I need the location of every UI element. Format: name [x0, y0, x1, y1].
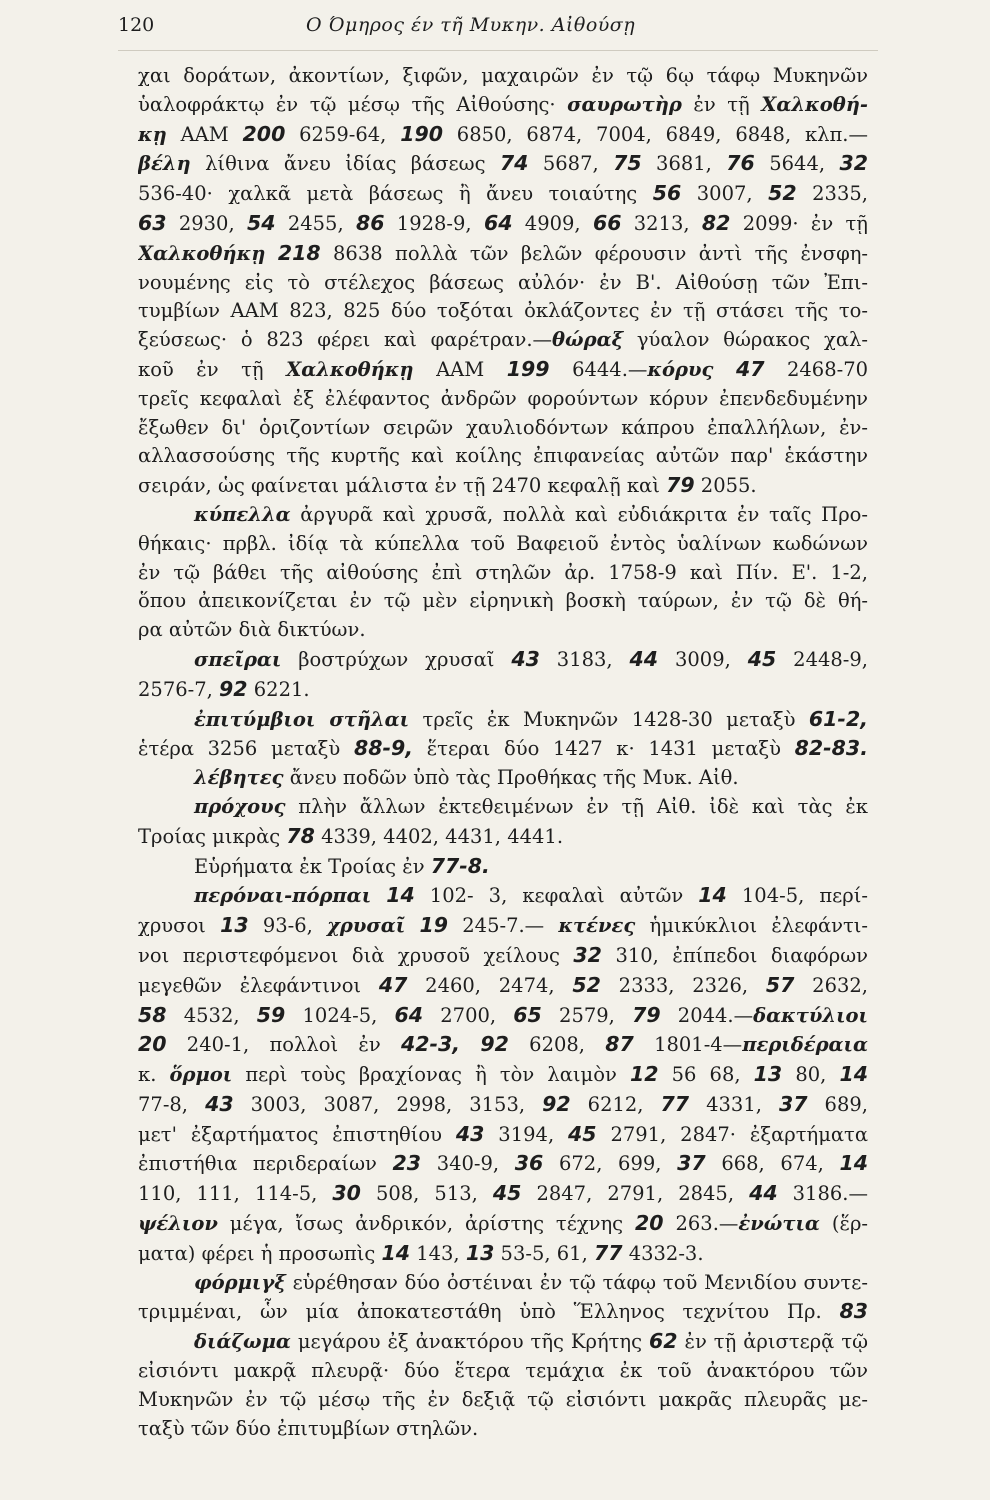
- text-run: 2847, 2791, 2845,: [521, 1182, 750, 1206]
- text-line: [138, 209, 868, 239]
- text-run: ἡμικύκλιοι ἐλεφάντι-: [635, 914, 868, 938]
- bold-term: Χαλκοθήκῃ: [138, 241, 266, 265]
- text-run: 668, 674,: [705, 1152, 840, 1176]
- reference-number: 92: [542, 1091, 571, 1116]
- bold-term: περόναι-πόρπαι: [194, 884, 372, 908]
- text-run: ἐπιστήθια περιδεραίων: [138, 1152, 393, 1176]
- text-line: [138, 297, 868, 326]
- bold-term: ὅρμοι: [169, 1063, 233, 1087]
- text-run: ἔξωθεν δι' ὁριζοντίων σειρῶν χαυλιοδόντων κάπρου ἐπαλλήλων, ἐν-: [138, 415, 868, 439]
- text-run: (ἕρ-: [819, 1212, 868, 1236]
- reference-number: 62: [649, 1329, 678, 1354]
- reference-number: 23: [392, 1151, 422, 1176]
- reference-number: 54: [246, 210, 276, 235]
- running-head: Ο Όμηρος έν τῆ Μυκην. Αἰθούσῃ: [306, 14, 636, 36]
- text-run: 2455,: [275, 211, 356, 235]
- text-run: ΑΑΜ: [166, 122, 243, 146]
- text-line: [138, 385, 868, 414]
- text-line: [138, 645, 868, 675]
- bold-term: κύπελλα: [194, 502, 291, 526]
- text-run: 6212,: [570, 1092, 661, 1116]
- text-line: [138, 734, 868, 764]
- bold-term: λέβητες: [194, 766, 284, 790]
- text-line: [138, 1030, 868, 1060]
- text-run: νοι περιστεφόμενοι διὰ χρυσοῦ χείλους: [138, 943, 574, 967]
- reference-number: 75: [613, 151, 642, 176]
- text-line: [138, 1297, 868, 1327]
- text-run: 2044.—: [660, 1003, 754, 1027]
- text-run: τριμμέναι, ὧν μία ἀποκατεστάθη ὑπὸ Ἕλληνος τεχνίτου Πρ.: [138, 1300, 840, 1324]
- reference-number: 45: [747, 646, 777, 671]
- text-run: ὑαλοφράκτῳ ἐν τῷ μέσῳ τῆς Αἰθούσης·: [138, 92, 568, 116]
- text-run: 56 68,: [658, 1063, 754, 1087]
- text-run: θήκαις· πρβλ. ἰδίᾳ τὰ κύπελλα τοῦ Βαφειοῦ ἐντὸς ὑαλίνων κωδώνων: [138, 531, 868, 555]
- text-run: αλλασσούσης τῆς κυρτῆς καὶ κοίλης ἐπιφανείας αὐτῶν παρ' ἑκάστην: [138, 444, 868, 468]
- text-line: [138, 1149, 868, 1179]
- text-run: 2460, 2474,: [407, 973, 573, 997]
- text-run: 340-9,: [421, 1152, 515, 1176]
- text-run: τρεῖς ἐκ Μυκηνῶν 1428-30 μεταξὺ: [409, 707, 809, 731]
- reference-number: 52: [572, 972, 601, 997]
- text-run: 8638 πολλὰ τῶν βελῶν φέρουσιν ἀντὶ τῆς ἐνσφη-: [320, 241, 868, 265]
- text-run: 2632,: [794, 973, 868, 997]
- text-run: ὅπου ἀπεικονίζεται ἐν τῷ μὲν εἰρηνικὴ βοσκὴ ταύρων, ἐν τῷ δὲ θή-: [138, 589, 868, 613]
- bold-term: διάζωμα: [194, 1330, 291, 1354]
- text-line: [138, 1179, 868, 1209]
- bold-term: ἐπιτύμβιοι στῆλαι: [194, 707, 410, 731]
- text-run: 6850, 6874, 7004, 6849, 6848, κλπ.—: [442, 122, 868, 146]
- reference-number: 47: [378, 972, 408, 997]
- text-run: [713, 358, 736, 381]
- text-line: [138, 616, 868, 645]
- reference-number: 13: [220, 913, 249, 938]
- text-run: 3186.—: [777, 1182, 868, 1206]
- text-line: [138, 1060, 868, 1090]
- text-run: 3003, 3087, 2998, 3153,: [233, 1092, 543, 1116]
- reference-number: 36: [514, 1151, 544, 1176]
- text-run: 689,: [807, 1092, 868, 1116]
- text-run: ρα αὐτῶν διὰ δικτύων.: [138, 618, 366, 642]
- text-line: [138, 1120, 868, 1150]
- text-run: 310, ἐπίπεδοι διαφόρων: [601, 943, 868, 967]
- text-line: [138, 764, 868, 793]
- text-run: γύαλον θώρακος χαλ-: [623, 328, 868, 352]
- text-run: 1928-9,: [384, 211, 484, 235]
- text-line: [138, 852, 868, 882]
- text-line: [138, 442, 868, 471]
- reference-number: 13: [465, 1240, 495, 1265]
- reference-number: 44: [629, 646, 659, 671]
- reference-number: 74: [499, 151, 529, 176]
- bold-term: κτένες: [558, 914, 636, 938]
- reference-number: 82-83.: [794, 736, 868, 761]
- text-run: 6259-64,: [285, 122, 401, 146]
- text-line: [138, 239, 868, 269]
- text-run: εἰσιόντι μακρᾷ πλευρᾷ· δύο ἕτερα τεμάχια ἐκ τοῦ ἀνακτόρου τῶν: [138, 1359, 868, 1383]
- text-run: 240-1, πολλοὶ ἐν: [166, 1033, 401, 1057]
- text-line: [138, 91, 868, 120]
- reference-number: 14: [839, 1151, 868, 1176]
- text-line: [138, 326, 868, 355]
- text-run: 2930,: [166, 211, 247, 235]
- text-run: 3007,: [681, 182, 769, 206]
- text-run: 80,: [782, 1063, 840, 1087]
- text-run: 4532,: [166, 1003, 257, 1027]
- text-line: [138, 471, 868, 501]
- text-line: [138, 269, 868, 298]
- reference-number: 32: [573, 942, 602, 967]
- text-run: τυμβίων ΑΑΜ 823, 825 δύο τοξόται ὀκλάζοντες ἐν τῇ στάσει τῆς το-: [138, 299, 868, 323]
- text-run: 1024-5,: [285, 1003, 395, 1027]
- text-run: πλὴν ἄλλων ἐκτεθειμένων ἐν τῇ Αἰθ. ἰδὲ καὶ τὰς ἐκ: [285, 794, 868, 818]
- text-run: μεγεθῶν ἐλεφάντινοι: [138, 973, 379, 997]
- text-run: περὶ τοὺς βραχίονας ἢ τὸν λαιμὸν: [232, 1063, 630, 1087]
- text-run: 1801-4—: [633, 1033, 743, 1057]
- header-rule: [118, 50, 878, 51]
- text-line: [138, 587, 868, 616]
- text-run: 53-5, 61,: [494, 1241, 594, 1265]
- bold-term: ἐνώτια: [738, 1212, 820, 1236]
- text-run: 6221.: [247, 677, 310, 701]
- reference-number: 190: [400, 121, 443, 146]
- text-line: [138, 559, 868, 588]
- reference-number: 86: [355, 210, 385, 235]
- reference-number: 88-9,: [353, 736, 414, 761]
- text-line: [138, 1209, 868, 1239]
- text-run: 93-6,: [248, 914, 328, 938]
- text-line: [138, 355, 868, 385]
- reference-number: 64: [394, 1002, 424, 1027]
- text-line: [138, 881, 868, 911]
- text-run: 2700,: [423, 1003, 514, 1027]
- text-run: 4909,: [512, 211, 593, 235]
- reference-number: 78: [286, 823, 315, 848]
- reference-number: 13: [753, 1062, 783, 1087]
- text-line: [138, 1001, 868, 1031]
- reference-number: 30: [332, 1181, 361, 1206]
- text-run: μετ' ἐξαρτήματος ἐπιστηθίου: [138, 1122, 456, 1146]
- text-run: Εὑρήματα ἐκ Τροίας ἐν: [194, 854, 431, 878]
- text-line: [138, 1269, 868, 1298]
- reference-number: 12: [629, 1062, 659, 1087]
- text-line: [138, 911, 868, 941]
- bold-term: πρόχους: [194, 794, 286, 818]
- text-run: ματα) φέρει ἡ προσωπὶς: [138, 1241, 382, 1265]
- reference-number: 92: [219, 676, 248, 701]
- text-line: [138, 530, 868, 559]
- text-run: σειράν, ὡς φαίνεται μάλιστα ἐν τῇ 2470 κεφαλῇ καὶ: [138, 474, 667, 498]
- reference-number: 63: [138, 210, 167, 235]
- reference-number: 43: [511, 646, 540, 671]
- text-run: 77-8,: [138, 1092, 206, 1116]
- text-run: [265, 242, 277, 265]
- text-run: 6208,: [508, 1033, 606, 1057]
- text-run: 2448-9,: [776, 647, 868, 671]
- text-run: 672, 699,: [543, 1152, 678, 1176]
- reference-number: 79: [666, 473, 695, 498]
- text-run: 3681,: [641, 152, 727, 176]
- text-line: [138, 149, 868, 179]
- text-line: [138, 971, 868, 1001]
- text-run: ΑΑΜ: [413, 357, 507, 381]
- reference-number: 58: [138, 1002, 167, 1027]
- text-run: χαι δοράτων, ἀκοντίων, ξιφῶν, μαχαιρῶν ἐν τῷ 6ῳ τάφῳ Μυκηνῶν: [138, 64, 868, 87]
- text-run: Τροίας μικρὰς: [138, 824, 287, 848]
- bold-term: Χαλκοθή-: [761, 92, 868, 116]
- text-run: [460, 1033, 480, 1056]
- reference-number: 32: [839, 151, 868, 176]
- reference-number: 77-8.: [430, 853, 490, 878]
- reference-number: 37: [778, 1091, 808, 1116]
- text-run: 143,: [410, 1241, 466, 1265]
- reference-number: 83: [839, 1299, 868, 1324]
- text-run: 6444.—: [549, 357, 648, 381]
- text-run: τρεῖς κεφαλαὶ ἐξ ἐλέφαντος ἀνδρῶν φορούντων κόρυν ἐπενδεδυμένην: [138, 386, 868, 410]
- reference-number: 76: [726, 151, 755, 176]
- text-run: 2335,: [796, 182, 868, 206]
- text-run: 245-7.—: [448, 914, 559, 938]
- bold-term: σπεῖραι: [194, 647, 282, 671]
- text-run: 5644,: [754, 152, 840, 176]
- reference-number: 218: [277, 240, 321, 265]
- text-run: 4339, 4402, 4431, 4441.: [314, 824, 564, 848]
- text-run: ἐν τῇ ἀριστερᾷ τῷ: [677, 1330, 868, 1354]
- page-number: 120: [118, 14, 155, 36]
- reference-number: 92: [480, 1032, 509, 1057]
- text-run: Μυκηνῶν ἐν τῷ μέσῳ τῆς ἐν δεξιᾷ τῷ εἰσιόντι μακρᾶς πλευρᾶς με-: [138, 1387, 868, 1411]
- bold-term: ψέλιον: [138, 1212, 218, 1236]
- text-run: 102- 3, κεφαλαὶ αὐτῶν: [414, 884, 699, 908]
- reference-number: 14: [698, 883, 727, 908]
- text-line: [138, 1090, 868, 1120]
- text-line: [138, 675, 868, 705]
- page-header: [118, 14, 878, 44]
- reference-number: 82: [701, 210, 731, 235]
- text-run: εὑρέθησαν δύο ὀστέιναι ἐν τῷ τάφῳ τοῦ Μενιδίου συντε-: [285, 1270, 868, 1294]
- text-line: [138, 822, 868, 852]
- text-line: [138, 941, 868, 971]
- text-run: 2468-70: [764, 357, 868, 381]
- text-run: 4331,: [689, 1092, 779, 1116]
- reference-number: 59: [256, 1002, 286, 1027]
- text-run: ἑτέρα 3256 μεταξὺ: [138, 737, 354, 761]
- reference-number: 66: [592, 210, 622, 235]
- text-run: 508, 513,: [360, 1182, 493, 1206]
- bold-term: βέλη: [138, 152, 191, 176]
- text-run: 3213,: [621, 211, 702, 235]
- text-run: ἐν τῇ: [681, 92, 762, 116]
- text-run: 104-5, περί-: [726, 884, 868, 908]
- reference-number: 37: [677, 1151, 706, 1176]
- text-line: [138, 1357, 868, 1386]
- text-line: [138, 62, 868, 91]
- text-run: 2791, 2847· ἐξαρτήματα: [596, 1122, 868, 1146]
- text-run: ἄνευ ποδῶν ὑπὸ τὰς Προθήκας τῆς Μυκ. Αἰθ.: [283, 766, 739, 790]
- text-line: [138, 793, 868, 822]
- reference-number: 14: [386, 883, 415, 908]
- text-run: 3183,: [539, 647, 630, 671]
- bold-term: κόρυς: [647, 357, 714, 381]
- reference-number: 42-3,: [401, 1032, 461, 1057]
- reference-number: 65: [513, 1002, 542, 1027]
- text-line: [138, 705, 868, 735]
- reference-number: 14: [381, 1240, 410, 1265]
- reference-number: 77: [660, 1091, 690, 1116]
- bold-term: σαυρωτὴρ: [567, 92, 682, 116]
- bold-term: κῃ: [138, 122, 167, 146]
- text-line: [138, 1239, 868, 1269]
- reference-number: 87: [605, 1032, 634, 1057]
- text-run: [405, 914, 419, 937]
- bold-term: Χαλκοθήκῃ: [286, 357, 414, 381]
- reference-number: 199: [506, 356, 550, 381]
- reference-number: 14: [839, 1062, 868, 1087]
- reference-number: 56: [652, 181, 682, 206]
- reference-number: 43: [205, 1091, 234, 1116]
- text-run: χρυσοι: [138, 914, 221, 938]
- text-run: νουμένης εἰς τὸ στέλεχος βάσεως αὐλόν· ἐν Β'. Αἰθούσῃ τῶν Ἐπι-: [138, 270, 868, 294]
- text-line: [138, 120, 868, 150]
- text-run: 4332-3.: [622, 1241, 704, 1265]
- text-run: 110, 111, 114-5,: [138, 1182, 333, 1206]
- text-run: κ.: [138, 1063, 170, 1087]
- text-run: ἀργυρᾶ καὶ χρυσᾶ, πολλὰ καὶ εὐδιάκριτα ἐν ταῖς Προ-: [290, 502, 868, 526]
- reference-number: 52: [768, 181, 797, 206]
- bold-term: δακτύλιοι: [753, 1003, 868, 1027]
- text-run: βοστρύχων χρυσαῖ: [281, 647, 512, 671]
- reference-number: 77: [593, 1240, 623, 1265]
- reference-number: 20: [138, 1032, 167, 1057]
- text-run: 3009,: [658, 647, 748, 671]
- text-run: 2333, 2326,: [600, 973, 766, 997]
- text-run: 2576-7,: [138, 677, 220, 701]
- text-run: 2099· ἐν τῇ: [730, 211, 868, 235]
- reference-number: 64: [483, 210, 513, 235]
- body-text: [138, 62, 868, 1443]
- text-run: ξεύσεως· ὁ 823 φέρει καὶ φαρέτραν.—: [138, 328, 553, 352]
- reference-number: 20: [635, 1211, 664, 1236]
- text-line: [138, 1327, 868, 1357]
- reference-number: 79: [632, 1002, 661, 1027]
- text-run: λίθινα ἄνευ ἰδίας βάσεως: [190, 152, 500, 176]
- text-run: 3194,: [484, 1122, 569, 1146]
- text-line: [138, 501, 868, 530]
- bold-term: φόρμιγξ: [194, 1270, 286, 1294]
- reference-number: 19: [419, 913, 449, 938]
- text-line: [138, 414, 868, 443]
- bold-term: περιδέραια: [742, 1033, 868, 1057]
- text-run: μεγάρου ἐξ ἀνακτόρου τῆς Κρήτης: [290, 1330, 649, 1354]
- reference-number: 45: [492, 1181, 522, 1206]
- text-run: 536-40· χαλκᾶ μετὰ βάσεως ἢ ἄνευ τοιαύτης: [138, 182, 653, 206]
- text-run: 2579,: [541, 1003, 633, 1027]
- reference-number: 45: [568, 1121, 597, 1146]
- reference-number: 47: [735, 356, 765, 381]
- reference-number: 57: [765, 972, 795, 997]
- bold-term: θώραξ: [552, 328, 624, 352]
- text-line: [138, 1386, 868, 1415]
- text-line: [138, 1415, 868, 1444]
- text-run: ταξὺ τῶν δύο ἐπιτυμβίων στηλῶν.: [138, 1416, 479, 1440]
- reference-number: 200: [242, 121, 286, 146]
- reference-number: 44: [749, 1181, 778, 1206]
- text-run: [371, 884, 386, 907]
- text-run: ἕτεραι δύο 1427 κ· 1431 μεταξὺ: [413, 737, 795, 761]
- text-run: κοῦ ἐν τῇ: [138, 357, 287, 381]
- text-run: ἐν τῷ βάθει τῆς αἰθούσης ἐπὶ στηλῶν ἀρ. 1758-9 καὶ Πίν. Ε'. 1-2,: [138, 560, 868, 584]
- text-run: 2055.: [694, 474, 757, 498]
- reference-number: 61-2,: [808, 706, 868, 731]
- text-run: 5687,: [528, 152, 614, 176]
- bold-term: χρυσαῖ: [327, 914, 406, 938]
- text-run: 263.—: [663, 1212, 739, 1236]
- reference-number: 43: [455, 1121, 485, 1146]
- text-run: μέγα, ἴσως ἀνδρικόν, ἀρίστης τέχνης: [217, 1212, 636, 1236]
- text-line: [138, 179, 868, 209]
